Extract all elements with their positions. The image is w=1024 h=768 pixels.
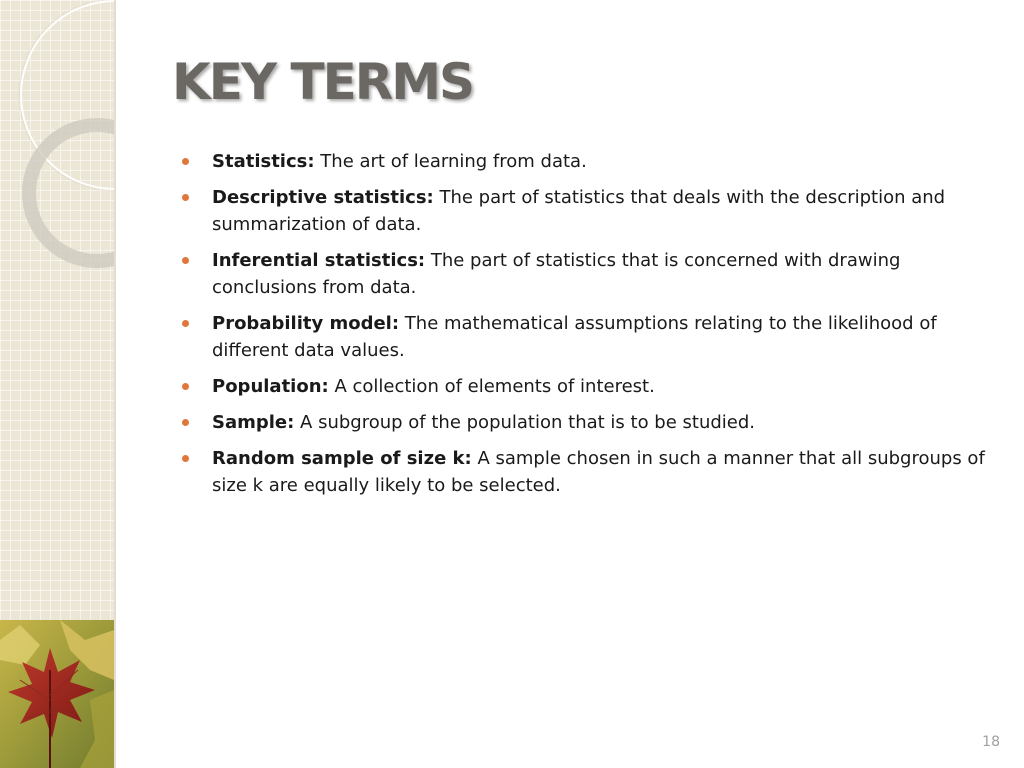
- bullet-icon: [182, 419, 189, 426]
- key-terms-list: [182, 148, 992, 499]
- bullet-icon: [182, 194, 189, 201]
- list-item: [182, 247, 992, 301]
- term-label: Descriptive statistics:: [212, 187, 434, 208]
- bullet-icon: [182, 257, 189, 264]
- term-label: Probability model:: [212, 313, 400, 334]
- term-definition: The part of statistics that deals with the description and summarization of data.: [212, 187, 946, 235]
- term-label: Population:: [212, 376, 329, 397]
- term-label: Inferential statistics:: [212, 250, 426, 271]
- list-item: [182, 148, 992, 175]
- term-definition: The art of learning from data.: [314, 151, 587, 172]
- term-definition: The part of statistics that is concerned with drawing conclusions from data.: [212, 250, 901, 298]
- list-item: [182, 445, 992, 499]
- term-definition: A collection of elements of interest.: [328, 376, 655, 397]
- bullet-icon: [182, 383, 189, 390]
- term-label: Sample:: [212, 412, 295, 433]
- bullet-icon: [182, 158, 189, 165]
- list-item: [182, 184, 992, 238]
- side-panel-edge: [114, 0, 116, 768]
- term-definition: A sample chosen in such a manner that all subgroups of size k are equally likely to be selected.: [212, 448, 985, 496]
- key-terms-list-container: [182, 148, 992, 508]
- term-label: Random sample of size k:: [212, 448, 472, 469]
- term-label: Statistics:: [212, 151, 315, 172]
- slide-title: KEY TERMS: [172, 53, 474, 111]
- list-item: [182, 310, 992, 364]
- decorative-side-panel: [0, 0, 114, 768]
- page-number: 18: [982, 734, 1000, 750]
- bullet-icon: [182, 455, 189, 462]
- list-item: [182, 373, 992, 400]
- list-item: [182, 409, 992, 436]
- bullet-icon: [182, 320, 189, 327]
- term-definition: A subgroup of the population that is to be studied.: [294, 412, 756, 433]
- autumn-leaves-image: [0, 620, 114, 768]
- term-definition: The mathematical assumptions relating to the likelihood of different data values.: [212, 313, 937, 361]
